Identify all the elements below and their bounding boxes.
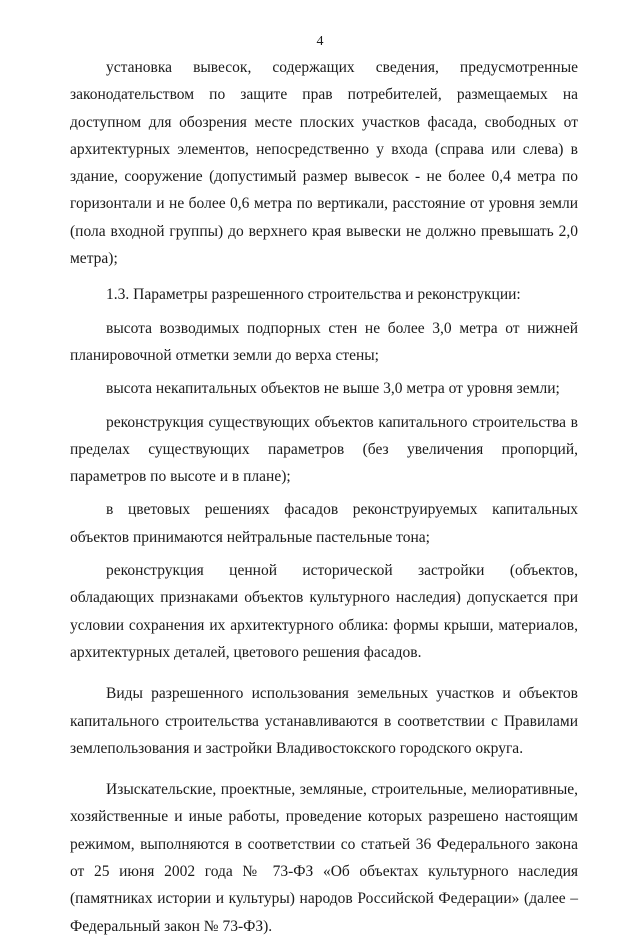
section-heading-1-3: 1.3. Параметры разрешенного строительства и реконструкции: [106,286,521,304]
paragraph-temporary-objects-height: высота некапитальных объектов не выше 3,0 метра от уровня земли; [106,380,560,398]
paragraph-facade-colors: в цветовых решениях фасадов реконструируемых капитальных объектов принимаются нейтральные пастельные тона; [70,501,578,546]
paragraph-survey-works: Изыскательские, проектные, земляные, строительные, мелиоративные, хозяйственные и иные работы, проведение которых разрешено настоящим режимом, выполняются в соответствии со статьей 36 Федерального закона от 25 июня 2002 года № 73-ФЗ «Об объектах культурного наследия (памятниках истории и культуры) народов Российской Федерации» (далее – Федеральный закон № 73-ФЗ). [70,781,578,935]
paragraph-retaining-walls: высота возводимых подпорных стен не более 3,0 метра от нижней планировочной отметки земли до верха стены; [70,319,578,364]
paragraph-historic-buildings: реконструкция ценной исторической застройки (объектов, обладающих признаками объектов культурного наследия) допускается при условии сохранения их архитектурного облика: формы крыши, материалов, архитектурных деталей, цветового решения фасадов. [70,562,578,661]
document-body [70,54,578,940]
paragraph-reconstruction-existing: реконструкция существующих объектов капитального строительства в пределах существующих параметров (без увеличения пропорций, параметров по высоте и в плане); [70,413,578,486]
page-number: 4 [316,34,324,49]
paragraph-permitted-use: Виды разрешенного использования земельных участков и объектов капитального строительства устанавливаются в соответствии с Правилами землепользования и застройки Владивостокского городского округа. [70,685,578,757]
paragraph-signage-rules: установка вывесок, содержащих сведения, предусмотренные законодательством по защите прав потребителей, размещаемых на доступном для обозрения месте плоских участков фасада, свободных от архитектурных элементов, непосредственно у входа (справа или слева) в здание, сооружение (допустимый размер вывесок - не более 0,4 метра по горизонтали и не более 0,6 метра по вертикали, расстояние от уровня земли (пола входной группы) до верхнего края вывески не должно превышать 2,0 метра); [70,59,578,268]
